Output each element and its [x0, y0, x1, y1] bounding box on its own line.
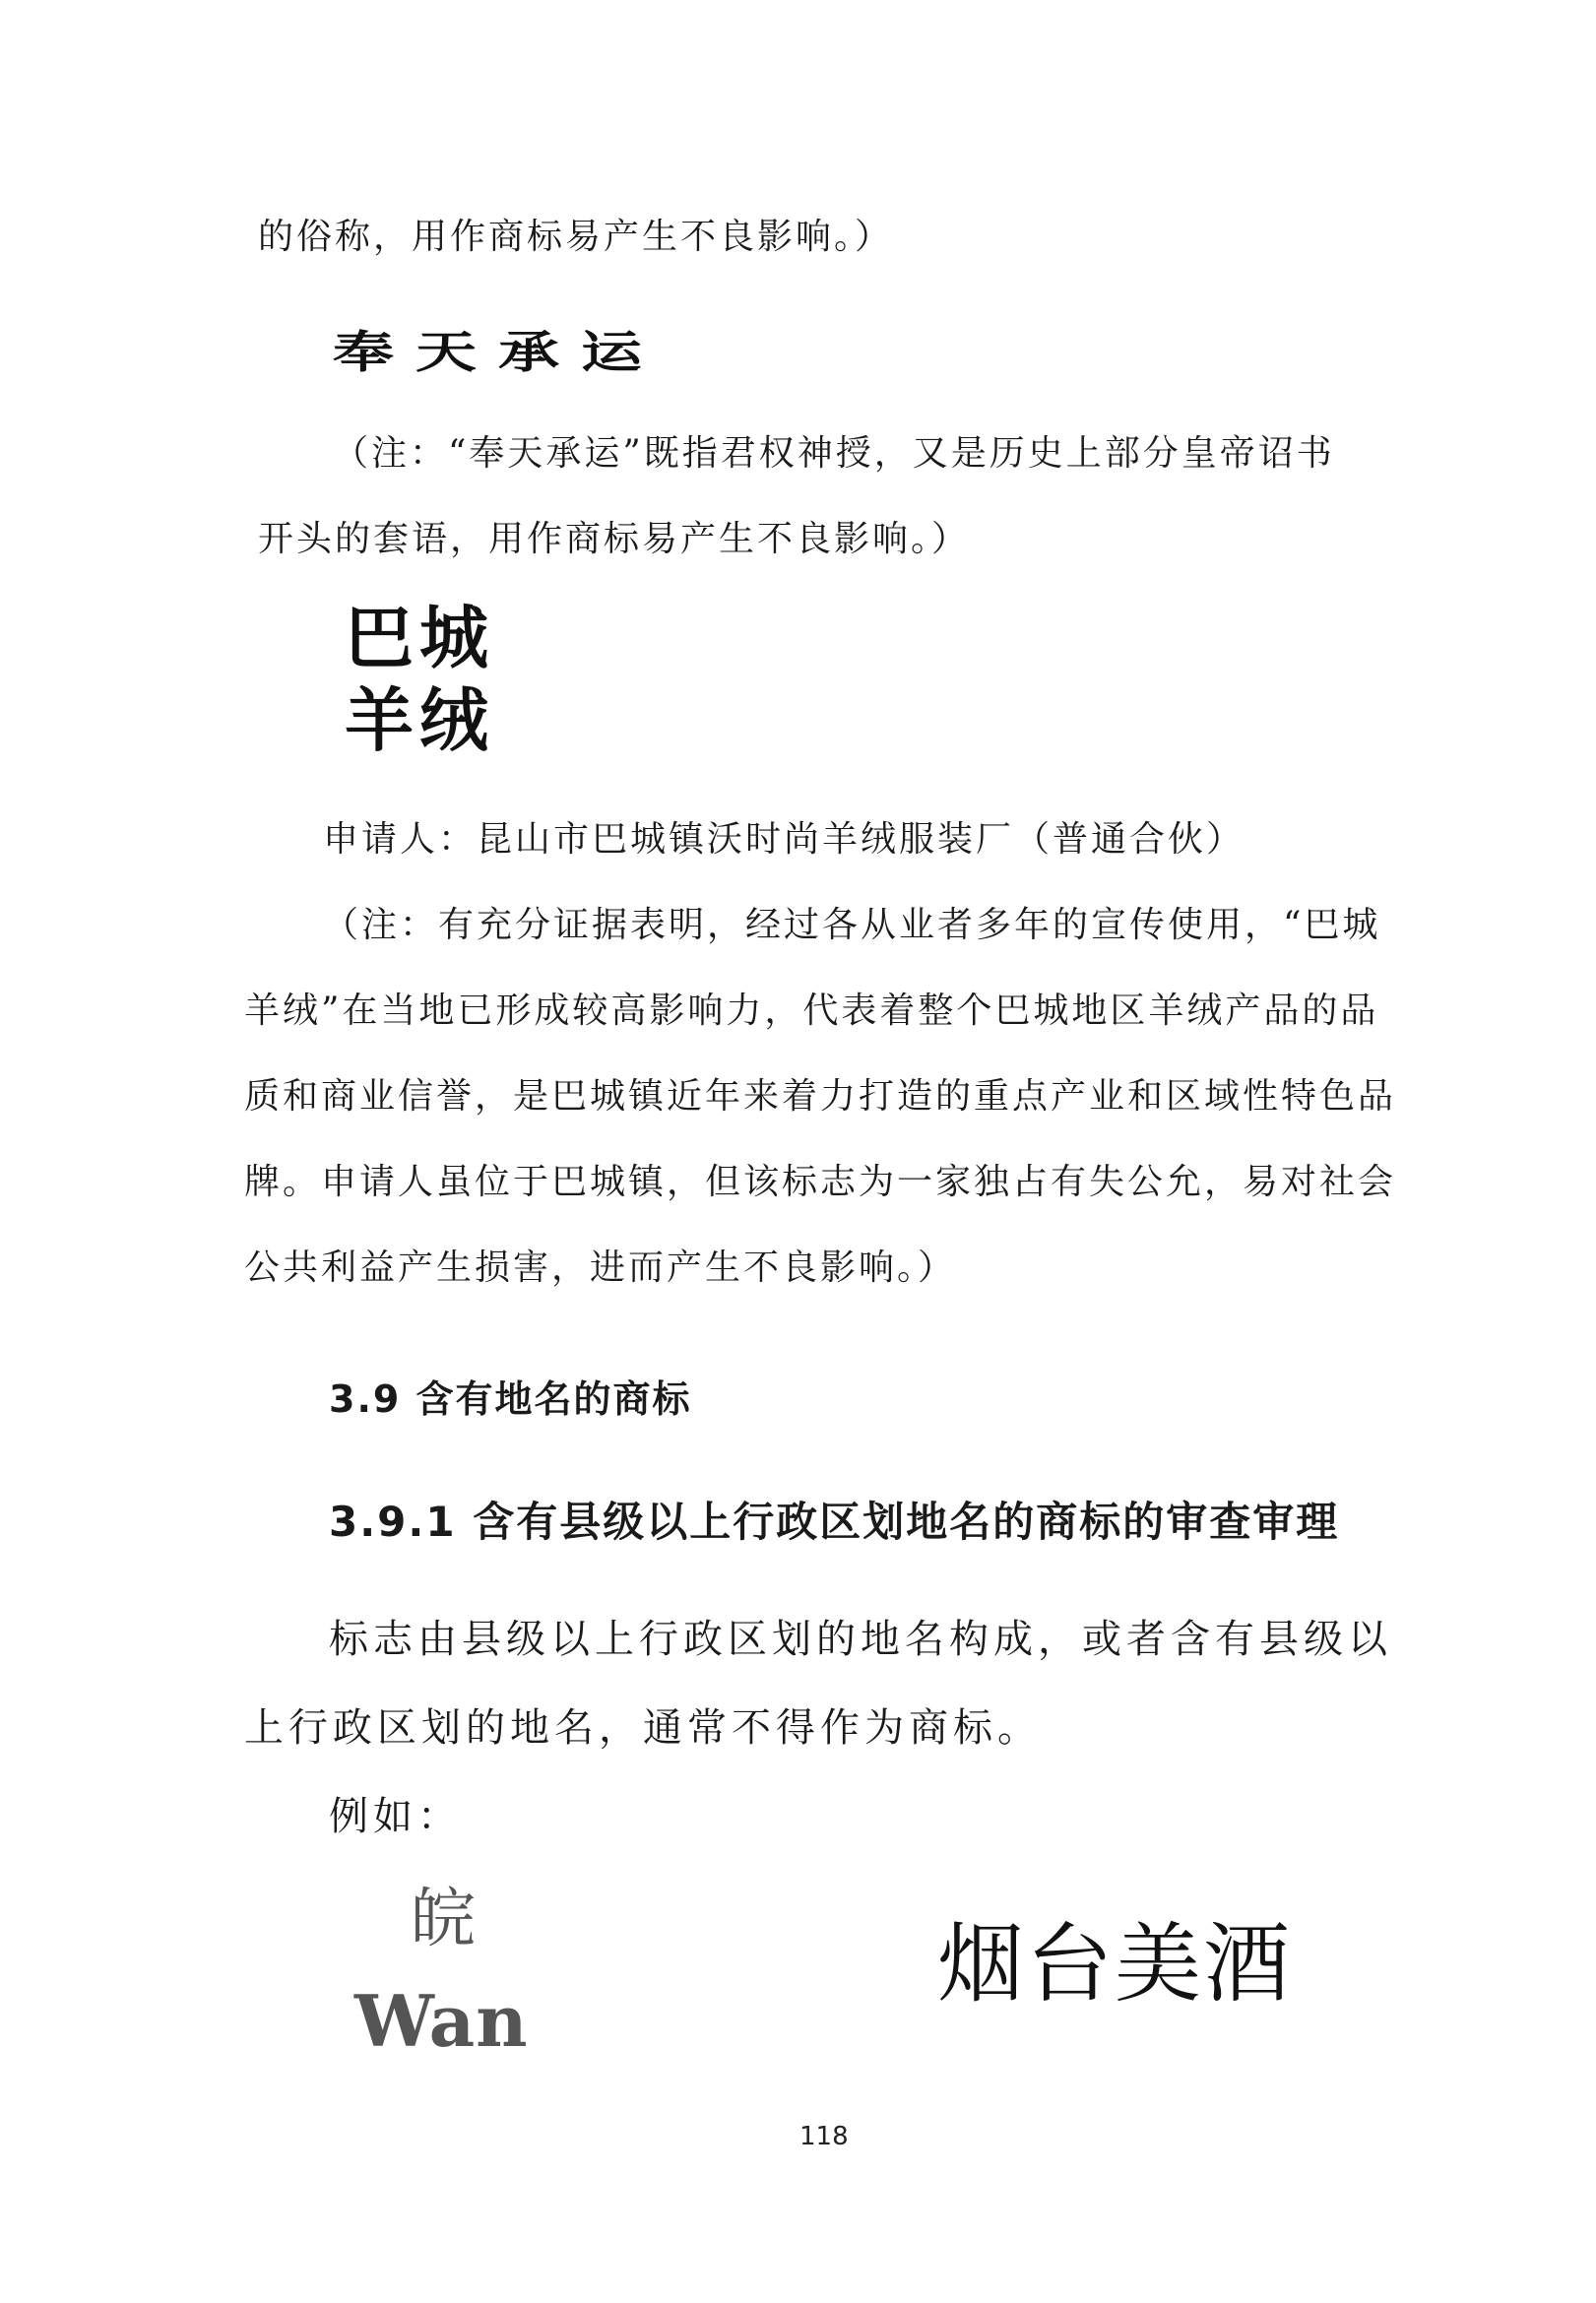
trademark-wan	[354, 1866, 532, 1959]
applicant-line: 申请人：昆山市巴城镇沃时尚羊绒服装厂（普通合伙）	[323, 819, 1245, 860]
text-line-3: 开头的套语，用作商标易产生不良影响。）	[258, 519, 971, 559]
text-line-5: （注：有充分证据表明，经过各从业者多年的宣传使用，“巴城	[323, 905, 1381, 945]
text-line-1: 的俗称，用作商标易产生不良影响。）	[258, 217, 894, 257]
trademark-bacheng-yangrong	[345, 597, 551, 762]
text-line-7: 质和商业信誉，是巴城镇近年来着力打造的重点产业和区域性特色品	[244, 1076, 1397, 1117]
trademark-bacheng-line1: 巴城	[345, 598, 494, 678]
body-line-1: 标志由县级以上行政区划的地名构成，或者含有县级以	[329, 1617, 1392, 1662]
trademark-bacheng-line2: 羊绒	[345, 680, 494, 761]
trademark-yantai-meijiu: 烟台美酒	[937, 1913, 1293, 2015]
text-line-6: 羊绒”在当地已形成较高影响力，代表着整个巴城地区羊绒产品的品	[244, 991, 1379, 1031]
text-line-9: 公共利益产生损害，进而产生不良影响。）	[244, 1247, 957, 1288]
text-line-2: （注：“奉天承运”既指君权神授，又是历史上部分皇帝诏书	[333, 433, 1335, 474]
text-line-8: 牌。申请人虽位于巴城镇，但该标志为一家独占有失公允，易对社会	[244, 1162, 1397, 1202]
section-heading-3-9: 3.9 含有地名的商标	[329, 1377, 692, 1421]
body-line-2: 上行政区划的地名，通常不得作为商标。	[244, 1705, 1042, 1751]
trademark-wan-chinese: 皖	[411, 1881, 476, 1956]
body-line-3: 例如：	[329, 1794, 462, 1839]
section-heading-3-9-1: 3.9.1 含有县级以上行政区划地名的商标的审查审理	[329, 1498, 1340, 1546]
trademark-fengtian-chengyun: 奉天承运	[333, 326, 665, 378]
trademark-wan-latin: Wan	[354, 1979, 529, 2063]
page-number: 118	[799, 2122, 849, 2151]
